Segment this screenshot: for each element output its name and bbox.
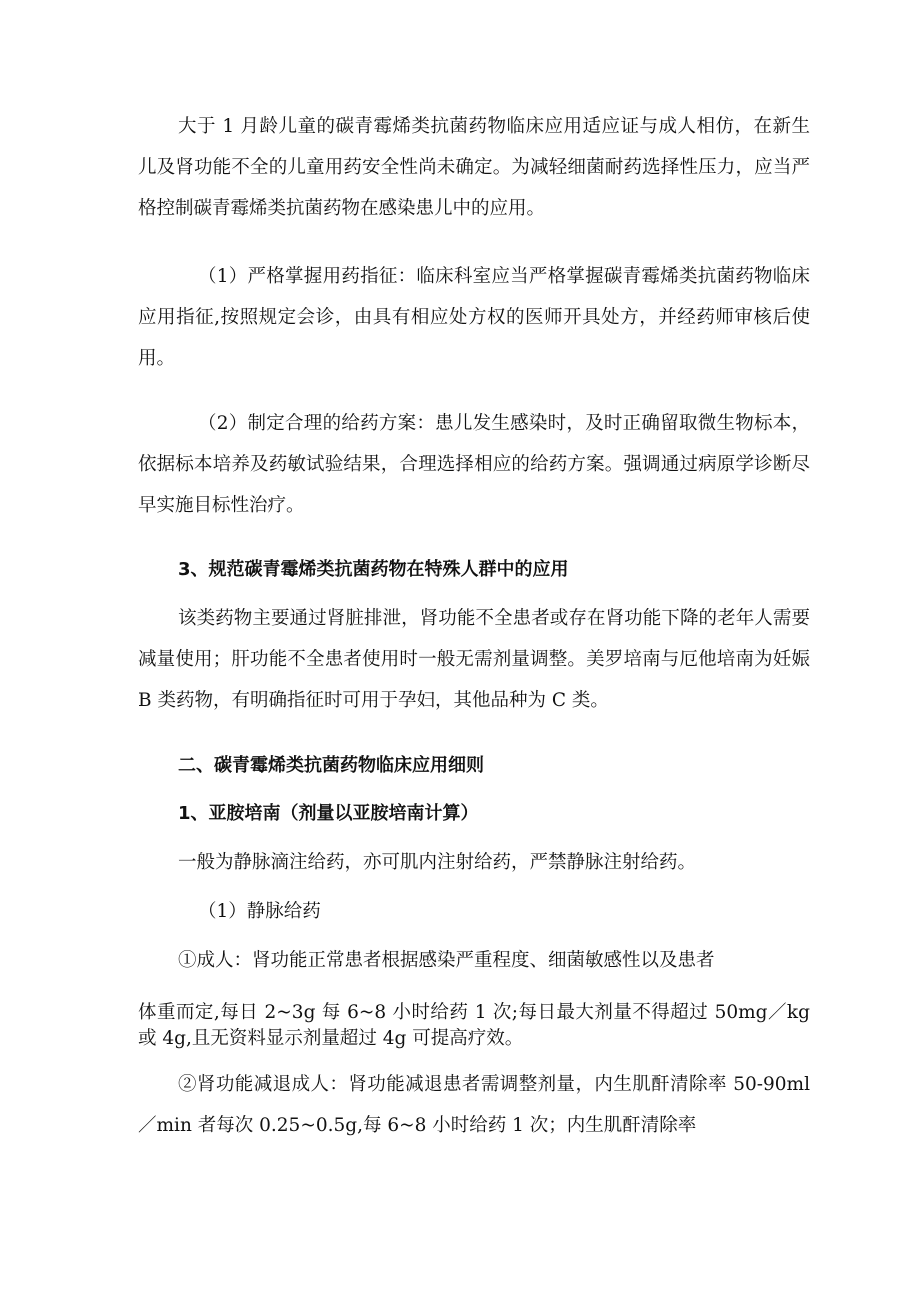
paragraph-renal-hepatic: 该类药物主要通过肾脏排泄，肾功能不全患者或存在肾功能下降的老年人需要减量使用；肝功能不全患者使用时一般无需剂量调整。美罗培南与厄他培南为妊娠 B 类药物，有明确指征时可用于孕妇，其他品种为 C 类。 xyxy=(138,608,810,711)
paragraph-dosing-plan: （2）制定合理的给药方案：患儿发生感染时，及时正确留取微生物标本，依据标本培养及药敏试验结果，合理选择相应的给药方案。强调通过病原学诊断尽早实施目标性治疗。 xyxy=(138,413,810,516)
heading-special-populations: 3、规范碳青霉烯类抗菌药物在特殊人群中的应用 xyxy=(178,559,569,580)
paragraph-renal-adult-dose: ②肾功能减退成人：肾功能减退患者需调整剂量，内生肌酐清除率 50-90ml／min 者每次 0.25~0.5g,每 6~8 小时给药 1 次；内生肌酐清除率 xyxy=(138,1074,810,1136)
paragraph-adult-dose-cont: 体重而定,每日 2~3g 每 6~8 小时给药 1 次;每日最大剂量不得超过 50mg／kg 或 4g,且无资料显示剂量超过 4g 可提高疗效。 xyxy=(138,1002,810,1049)
paragraph-administration-route: 一般为静脉滴注给药，亦可肌内注射给药，严禁静脉注射给药。 xyxy=(178,852,697,873)
paragraph-adult-dose-start: ①成人：肾功能正常患者根据感染严重程度、细菌敏感性以及患者 xyxy=(178,950,715,971)
heading-imipenem: 1、亚胺培南（剂量以亚胺培南计算） xyxy=(178,803,479,824)
paragraph-strict-indication: （1）严格掌握用药指征：临床科室应当严格掌握碳青霉烯类抗菌药物临床应用指征,按照规定会诊，由具有相应处方权的医师开具处方，并经药师审核后使用。 xyxy=(138,266,810,369)
subheading-iv-administration: （1）静脉给药 xyxy=(198,901,321,922)
paragraph-pediatric-use: 大于 1 月龄儿童的碳青霉烯类抗菌药物临床应用适应证与成人相仿，在新生儿及肾功能不全的儿童用药安全性尚未确定。为减轻细菌耐药选择性压力，应当严格控制碳青霉烯类抗菌药物在感染患儿中的应用。 xyxy=(138,116,810,219)
heading-section-two: 二、碳青霉烯类抗菌药物临床应用细则 xyxy=(178,755,484,776)
